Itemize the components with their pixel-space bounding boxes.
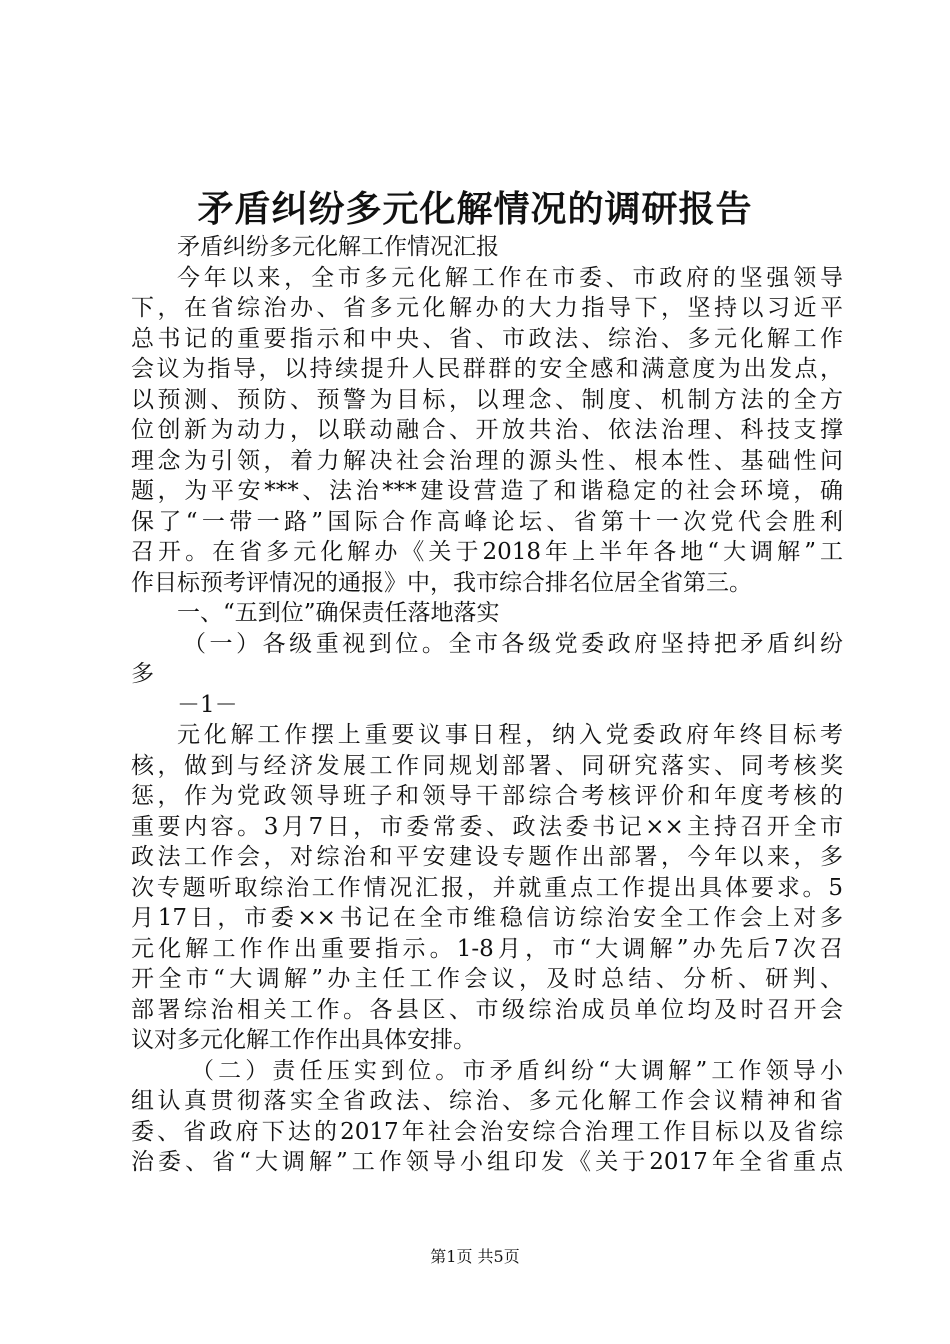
paragraph-line: 治委、省“大调解”工作领导小组印发《关于2017年全省重点 [131,1149,843,1175]
paragraph-line: 核，做到与经济发展工作同规划部署、同研究落实、同考核奖 [131,752,843,779]
paragraph-line: 政法工作会，对综治和平安建设专题作出部署，今年以来，多 [131,844,843,870]
paragraph-line: 总书记的重要指示和中央、省、市政法、综治、多元化解工作 [131,325,843,352]
paragraph-line: 题，为平安***、法治***建设营造了和谐稳定的社会环境，确 [131,478,843,504]
paragraph-line: 以预测、预防、预警为目标，以理念、制度、机制方法的全方 [131,386,843,413]
document-title: 矛盾纠纷多元化解情况的调研报告 [197,188,753,230]
paragraph-line: 今年以来，全市多元化解工作在市委、市政府的坚强领导 [177,264,843,291]
paragraph-line: 月17日，市委××书记在全市维稳信访综治安全工作会上对多 [131,905,843,931]
paragraph-line: 议对多元化解工作作出具体安排。 [131,1027,476,1053]
subtitle-line: 矛盾纠纷多元化解工作情况汇报 [177,234,499,260]
paragraph-line: 位创新为动力，以联动融合、开放共治、依法治理、科技支撑 [131,417,843,443]
paragraph-line: 会议为指导，以持续提升人民群群的安全感和满意度为出发点， [131,356,843,382]
paragraph-line: 保了“一带一路”国际合作高峰论坛、省第十一次党代会胜利 [131,508,843,535]
page-number-marker: －1－ [177,691,238,718]
page-footer: 第1页 共5页 [430,1247,520,1266]
paragraph-line: 元化解工作摆上重要议事日程，纳入党委政府年终目标考 [177,722,843,748]
paragraph-line: 理念为引领，着力解决社会治理的源头性、根本性、基础性问 [131,447,843,474]
paragraph-line: 开全市“大调解”办主任工作会议，及时总结、分析、研判、 [131,966,843,992]
paragraph-line: 重要内容。3月7日，市委常委、政法委书记××主持召开全市 [131,813,843,840]
paragraph-line: （二）责任压实到位。市矛盾纠纷“大调解”工作领导小 [191,1057,843,1084]
paragraph-line: 作目标预考评情况的通报》中，我市综合排名位居全省第三。 [131,569,752,596]
paragraph-line: 元化解工作作出重要指示。1-8月，市“大调解”办先后7次召 [131,935,843,962]
section-heading: 一、“五到位”确保责任落地落实 [177,600,500,626]
paragraph-line: 多 [131,661,154,687]
paragraph-line: 次专题听取综治工作情况汇报，并就重点工作提出具体要求。5 [131,874,843,901]
paragraph-line: 部署综治相关工作。各县区、市级综治成员单位均及时召开会 [131,996,843,1023]
document-body [131,232,843,1178]
paragraph-line: 下，在省综治办、省多元化解办的大力指导下，坚持以习近平 [131,295,843,321]
paragraph-line: 召开。在省多元化解办《关于2018年上半年各地“大调解”工 [131,539,843,565]
paragraph-line: 委、省政府下达的2017年社会治安综合治理工作目标以及省综 [131,1118,843,1145]
paragraph-line: 惩，作为党政领导班子和领导干部综合考核评价和年度考核的 [131,783,843,809]
paragraph-line: 组认真贯彻落实全省政法、综治、多元化解工作会议精神和省 [131,1088,843,1114]
paragraph-line: （一）各级重视到位。全市各级党委政府坚持把矛盾纠纷 [183,630,843,657]
